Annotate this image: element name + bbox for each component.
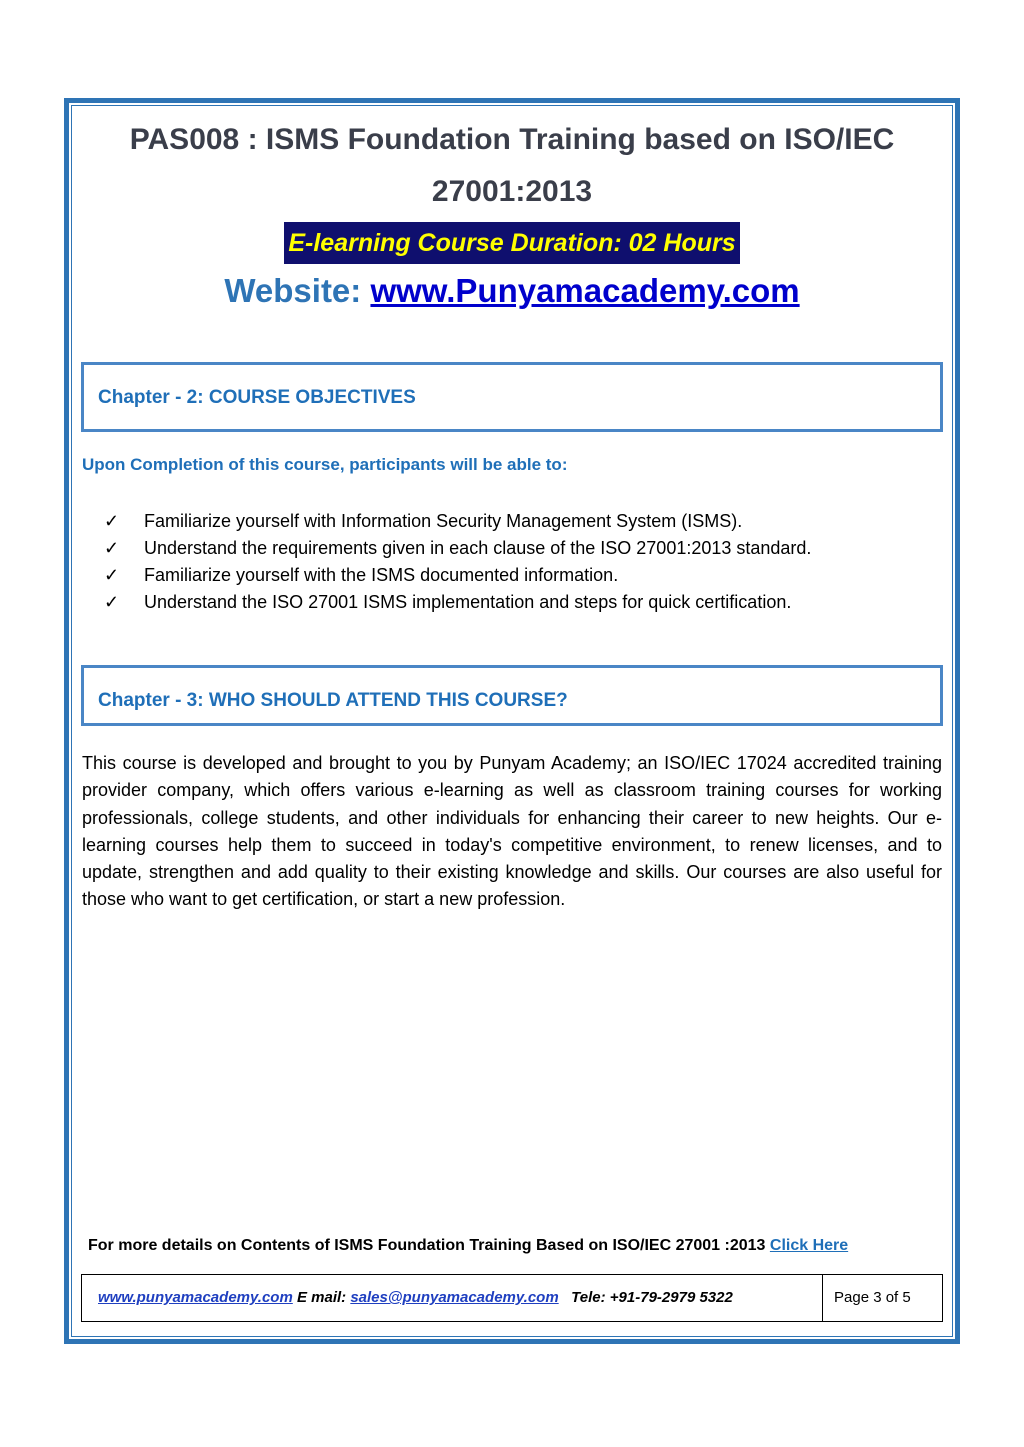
list-item — [104, 508, 811, 535]
objectives-intro: Upon Completion of this course, participants will be able to: — [82, 455, 568, 474]
document-title — [90, 114, 934, 218]
checkmark-icon: ✓ — [104, 592, 120, 612]
footer-website-link[interactable]: www.punyamacademy.com — [98, 1289, 293, 1306]
objective-text: Understand the requirements given in each clause of the ISO 27001:2013 standard. — [144, 538, 812, 558]
objective-text: Familiarize yourself with Information Security Management System (ISMS). — [144, 511, 743, 531]
footer-email-label: E mail: — [292, 1289, 351, 1306]
list-item — [104, 589, 811, 616]
footer-email-link[interactable]: sales@punyamacademy.com — [350, 1289, 559, 1306]
chapter-3-heading: Chapter - 3: WHO SHOULD ATTEND THIS COURSE? — [98, 690, 568, 711]
checkmark-icon: ✓ — [104, 565, 120, 585]
website-link[interactable]: www.Punyamacademy.com — [370, 272, 800, 309]
chapter-2-heading: Chapter - 2: COURSE OBJECTIVES — [98, 387, 416, 408]
course-duration: E-learning Course Duration: 02 Hours — [284, 222, 739, 264]
more-details-line — [88, 1237, 938, 1255]
duration-banner — [0, 222, 1024, 264]
title-line-2: 27001:2013 — [431, 175, 593, 208]
checkmark-icon: ✓ — [104, 511, 120, 531]
checkmark-icon: ✓ — [104, 538, 120, 558]
chapter-3-heading-box — [81, 665, 943, 726]
objective-text: Understand the ISO 27001 ISMS implementation and steps for quick certification. — [144, 592, 792, 612]
footer-divider — [822, 1275, 823, 1321]
chapter-2-heading-box — [81, 362, 943, 432]
page-number: Page 3 of 5 — [834, 1289, 911, 1306]
list-item — [104, 562, 811, 589]
more-details-text: For more details on Contents of ISMS Foundation Training Based on ISO/IEC 27001 :2013 — [88, 1237, 770, 1254]
title-line-1: PAS008 : ISMS Foundation Training based on ISO/IEC — [129, 123, 895, 156]
chapter-3-body: This course is developed and brought to you by Punyam Academy; an ISO/IEC 17024 accredited training provider company, which offers various e-learning as well as classroom training courses for working professionals, college students, and other individuals for enhancing their career to new heights. Our e-learning courses help them to succeed in today's competitive environment, to renew licenses, and to update, strengthen and add quality to their existing knowledge and skills. Our courses are also useful for those who want to get certification, or start a new profession. — [82, 753, 942, 910]
footer-telephone: Tele: +91-79-2979 5322 — [558, 1289, 733, 1306]
objective-text: Familiarize yourself with the ISMS documented information. — [144, 565, 619, 585]
website-label: Website: — [224, 272, 371, 309]
website-line — [0, 272, 1024, 310]
click-here-link[interactable]: Click Here — [769, 1237, 849, 1254]
footer-contact — [98, 1289, 733, 1306]
footer — [81, 1274, 943, 1322]
list-item — [104, 535, 811, 562]
objectives-list — [104, 508, 811, 616]
